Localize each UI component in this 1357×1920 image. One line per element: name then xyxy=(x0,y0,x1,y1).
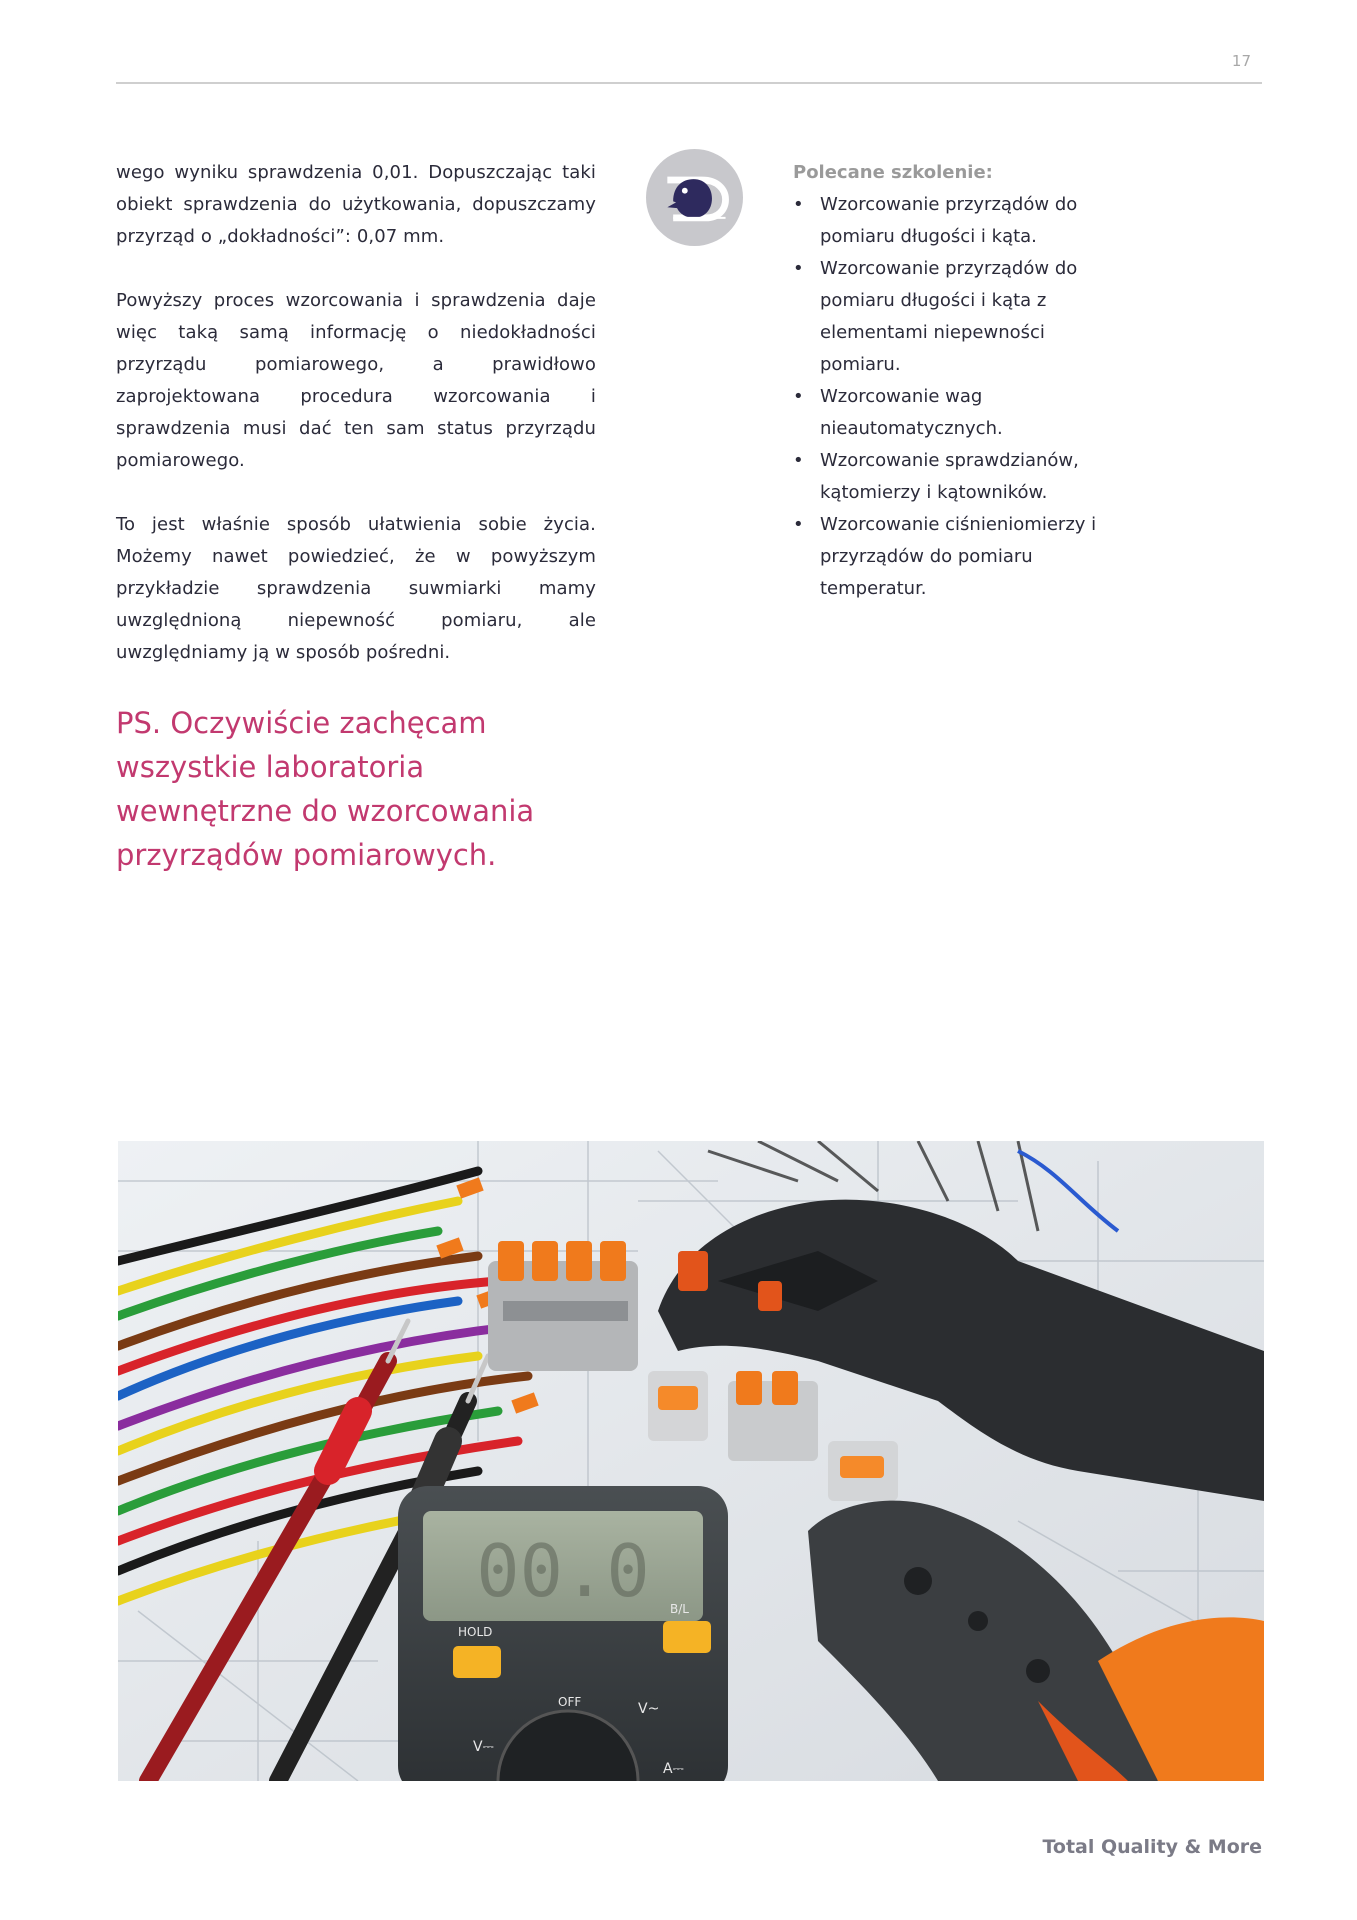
ps-quote: PS. Oczywiście zachęcam wszystkie laboratoria wewnętrzne do wzorcowania przyrządów pomiarowych. xyxy=(116,706,535,872)
meter-vac-label: V~ xyxy=(638,1701,660,1717)
paragraph-2: Powyższy proces wzorcowania i sprawdzenia daje więc taką samą informację o niedokładności przyrządu pomiarowego, a prawidłowo zaprojektowana procedura wzorcowania i sprawdzenia musi dać ten sam status przyrządu pomiarowego. xyxy=(116,290,596,471)
electrical-tools-photo xyxy=(118,1141,1264,1781)
meter-hold-label: HOLD xyxy=(458,1625,493,1639)
training-item: • Wzorcowanie ciśnieniomierzy i przyrządów do pomiaru temperatur. xyxy=(793,509,1125,605)
training-list xyxy=(793,189,1125,605)
paragraph-3: To jest właśnie sposób ułatwienia sobie życia. Możemy nawet powiedzieć, że w powyższym przykładzie sprawdzenia suwmiarki mamy uwzględnioną niepewność pomiaru, ale uwzględniamy ją w sposób pośredni. xyxy=(116,514,596,663)
bird-logo-icon xyxy=(646,149,743,246)
meter-vdc-label: V⎓ xyxy=(473,1739,494,1755)
tools-illustration xyxy=(118,1141,1264,1781)
meter-bl-label: B/L xyxy=(670,1602,689,1616)
training-item: • Wzorcowanie sprawdzianów, kątomierzy i kątowników. xyxy=(793,445,1125,509)
training-item: • Wzorcowanie wag nieautomatycznych. xyxy=(793,381,1125,445)
meter-off-label: OFF xyxy=(558,1695,582,1709)
meter-display-text: 00.0 xyxy=(476,1529,650,1613)
training-column xyxy=(793,157,1125,605)
meter-a-label: A⎓ xyxy=(663,1761,684,1777)
training-item: • Wzorcowanie przyrządów do pomiaru długości i kąta. xyxy=(793,189,1125,253)
footer-brand: Total Quality & More xyxy=(1042,1836,1262,1858)
training-heading: Polecane szkolenie: xyxy=(793,162,993,183)
training-item: • Wzorcowanie przyrządów do pomiaru długości i kąta z elementami niepewności pomiaru. xyxy=(793,253,1125,381)
paragraph-1: wego wyniku sprawdzenia 0,01. Dopuszczając taki obiekt sprawdzenia do użytkowania, dopuszczamy przyrząd o „dokładności”: 0,07 mm. xyxy=(116,162,596,247)
main-text-column xyxy=(116,157,596,909)
header-divider xyxy=(116,82,1262,84)
page-number: 17 xyxy=(1231,52,1251,70)
